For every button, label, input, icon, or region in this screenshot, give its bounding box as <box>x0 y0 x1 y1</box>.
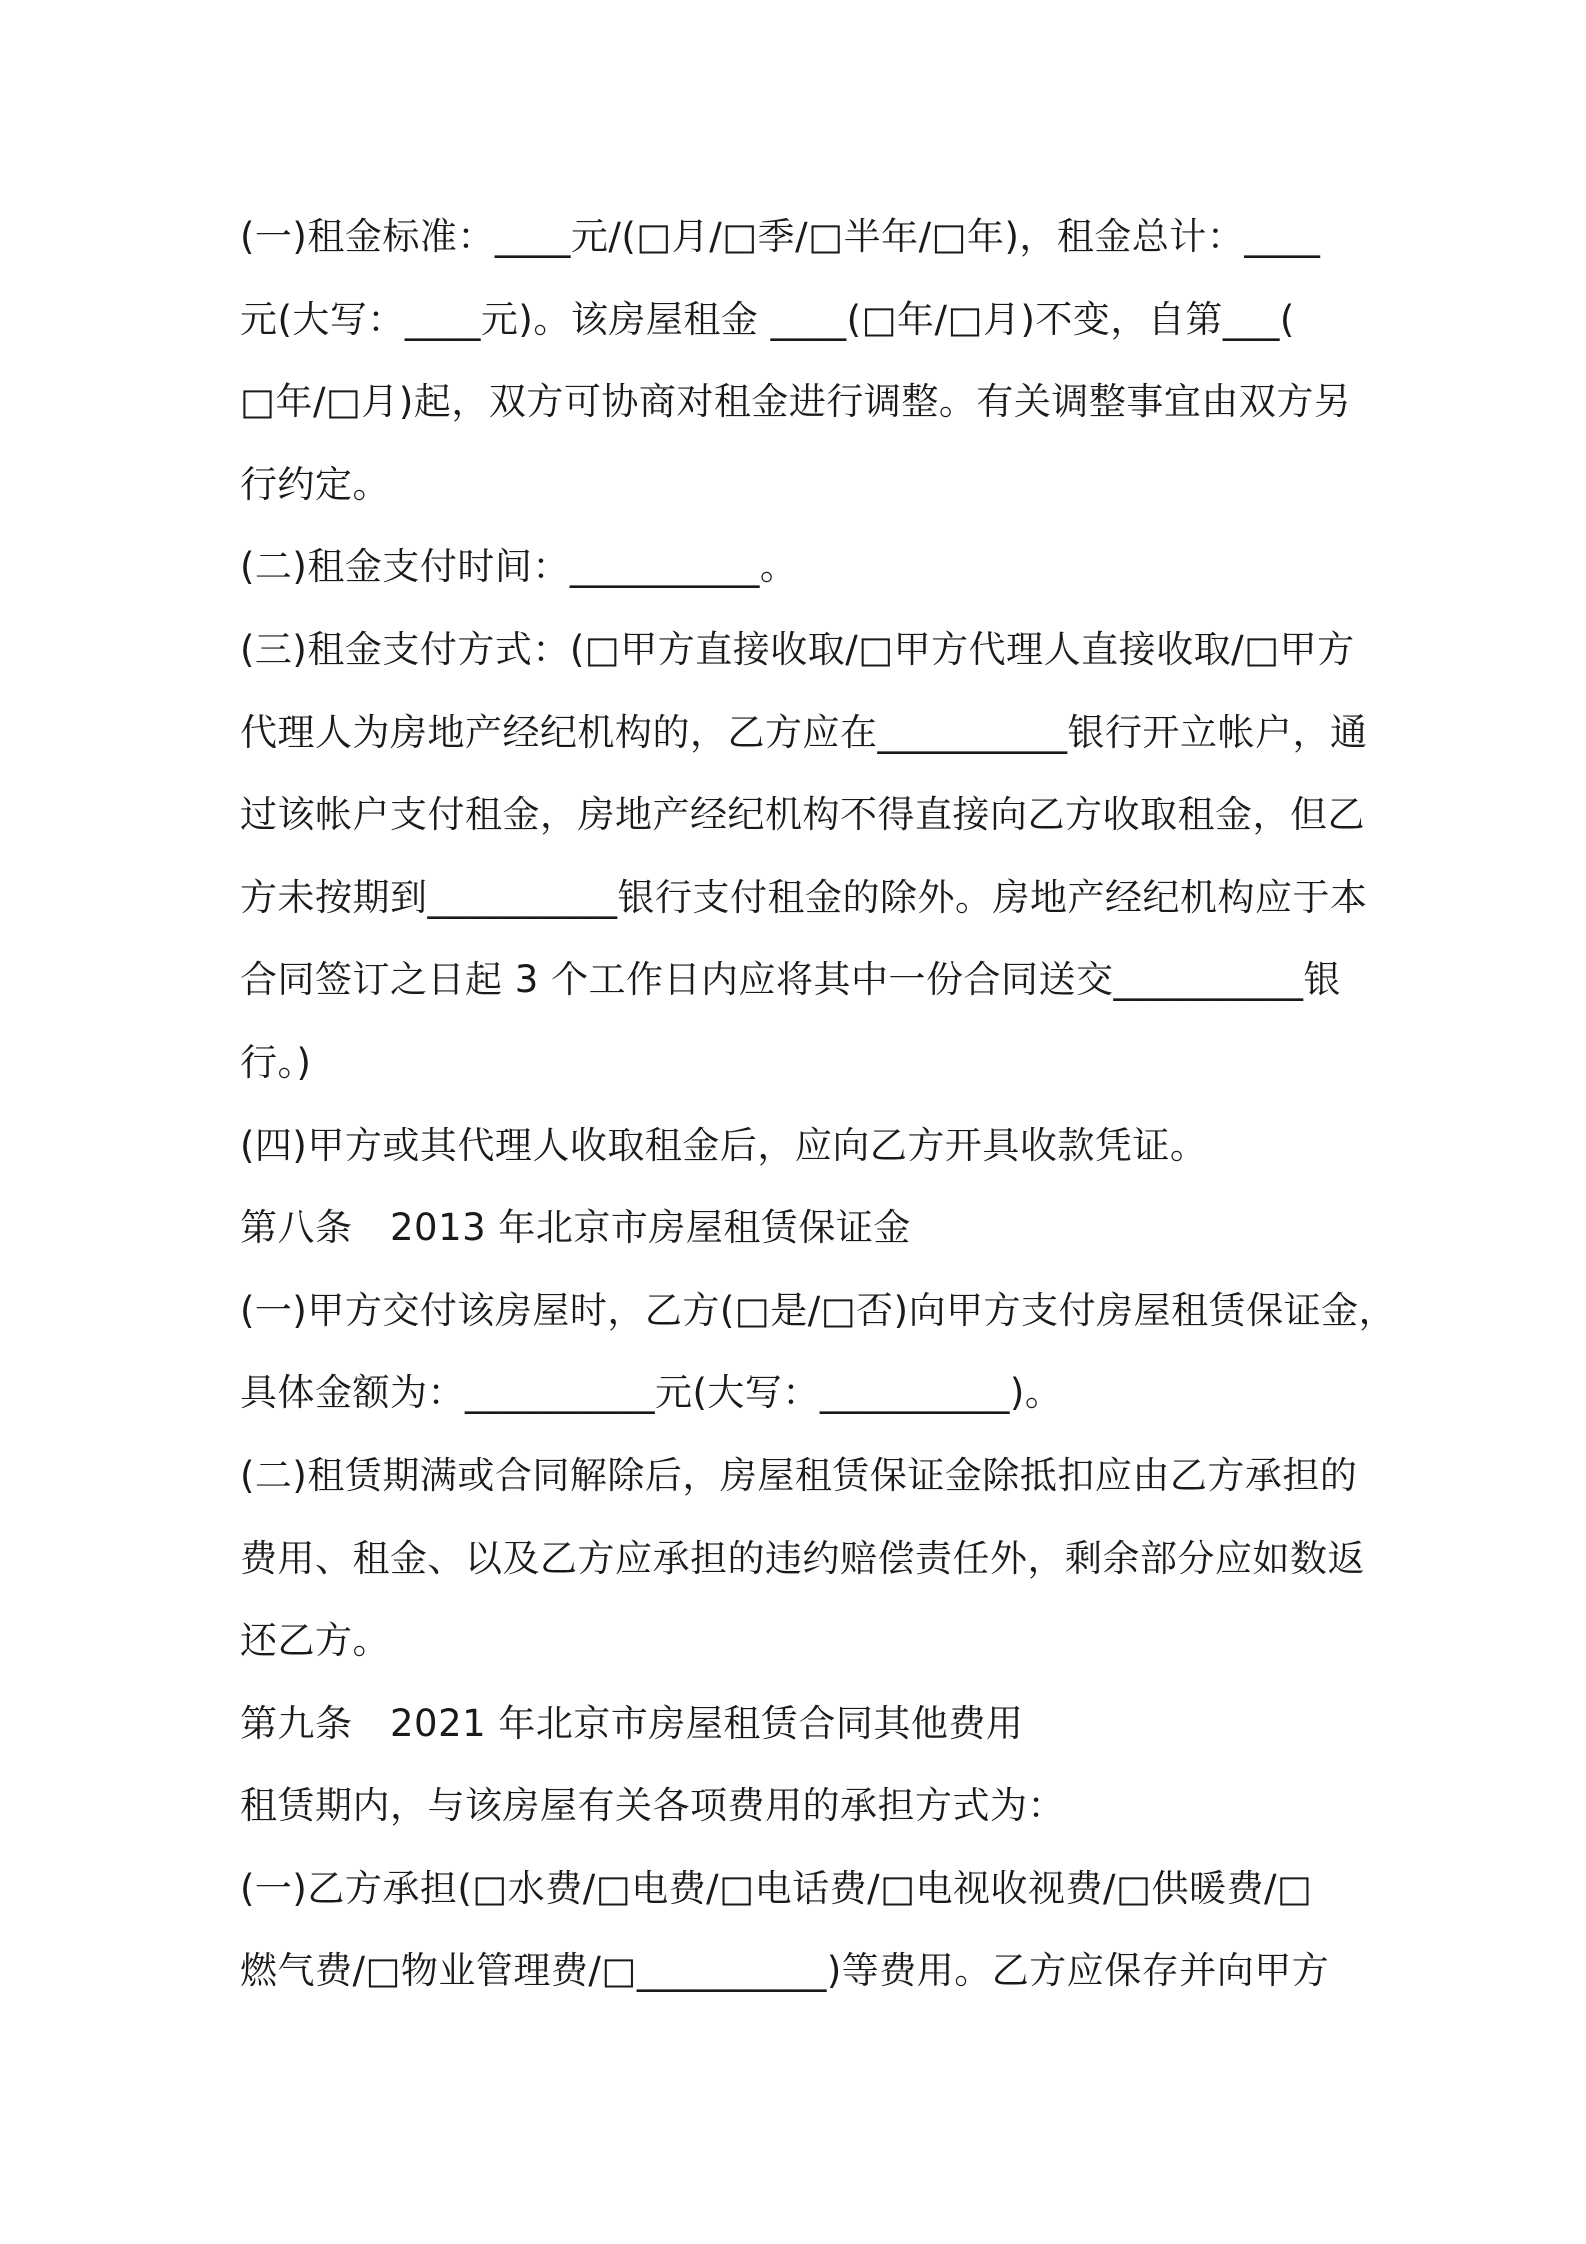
text-line: 租赁期内，与该房屋有关各项费用的承担方式为： <box>240 1784 1065 1828</box>
text-line: (二)租金支付时间：__________。 <box>240 545 798 589</box>
text-line: (一)租金标准：____元/(□月/□季/□半年/□年)，租金总计：____ <box>240 215 1321 258</box>
text-line: 元(大写：____元)。该房屋租金 ____(□年/□月)不变，自第___( <box>240 297 1295 341</box>
text-line: 过该帐户支付租金，房地产经纪机构不得直接向乙方收取租金，但乙 <box>240 793 1365 837</box>
text-line: (四)甲方或其代理人收取租金后，应向乙方开具收款凭证。 <box>240 1123 1208 1167</box>
text-line: 方未按期到__________银行支付租金的除外。房地产经纪机构应于本 <box>240 875 1368 919</box>
article-heading: 第九条 2021 年北京市房屋租赁合同其他费用 <box>240 1701 1024 1745</box>
text-line: 代理人为房地产经纪机构的，乙方应在__________银行开立帐户，通 <box>240 710 1368 754</box>
text-line: (二)租赁期满或合同解除后，房屋租赁保证金除抵扣应由乙方承担的 <box>240 1453 1358 1497</box>
text-line: 费用、租金、以及乙方应承担的违约赔偿责任外，剩余部分应如数返 <box>240 1536 1365 1580</box>
text-line: (一)乙方承担(□水费/□电费/□电话费/□电视收视费/□供暖费/□ <box>240 1866 1313 1910</box>
text-line: 具体金额为：__________元(大写：__________)。 <box>240 1371 1063 1415</box>
text-line: □年/□月)起，双方可协商对租金进行调整。有关调整事宜由双方另 <box>240 380 1352 424</box>
text-line: 合同签订之日起 3 个工作日内应将其中一份合同送交__________银 <box>240 958 1342 1002</box>
text-line: 行。) <box>240 1040 312 1084</box>
text-line: 行约定。 <box>240 462 390 506</box>
text-line: 燃气费/□物业管理费/□__________)等费用。乙方应保存并向甲方 <box>240 1949 1330 1993</box>
text-line: (三)租金支付方式：(□甲方直接收取/□甲方代理人直接收取/□甲方 <box>240 627 1355 671</box>
document-body <box>240 196 1397 2013</box>
text-line: (一)甲方交付该房屋时，乙方(□是/□否)向甲方支付房屋租赁保证金， <box>240 1288 1397 1332</box>
article-heading: 第八条 2013 年北京市房屋租赁保证金 <box>240 1206 911 1250</box>
text-line: 还乙方。 <box>240 1619 390 1663</box>
